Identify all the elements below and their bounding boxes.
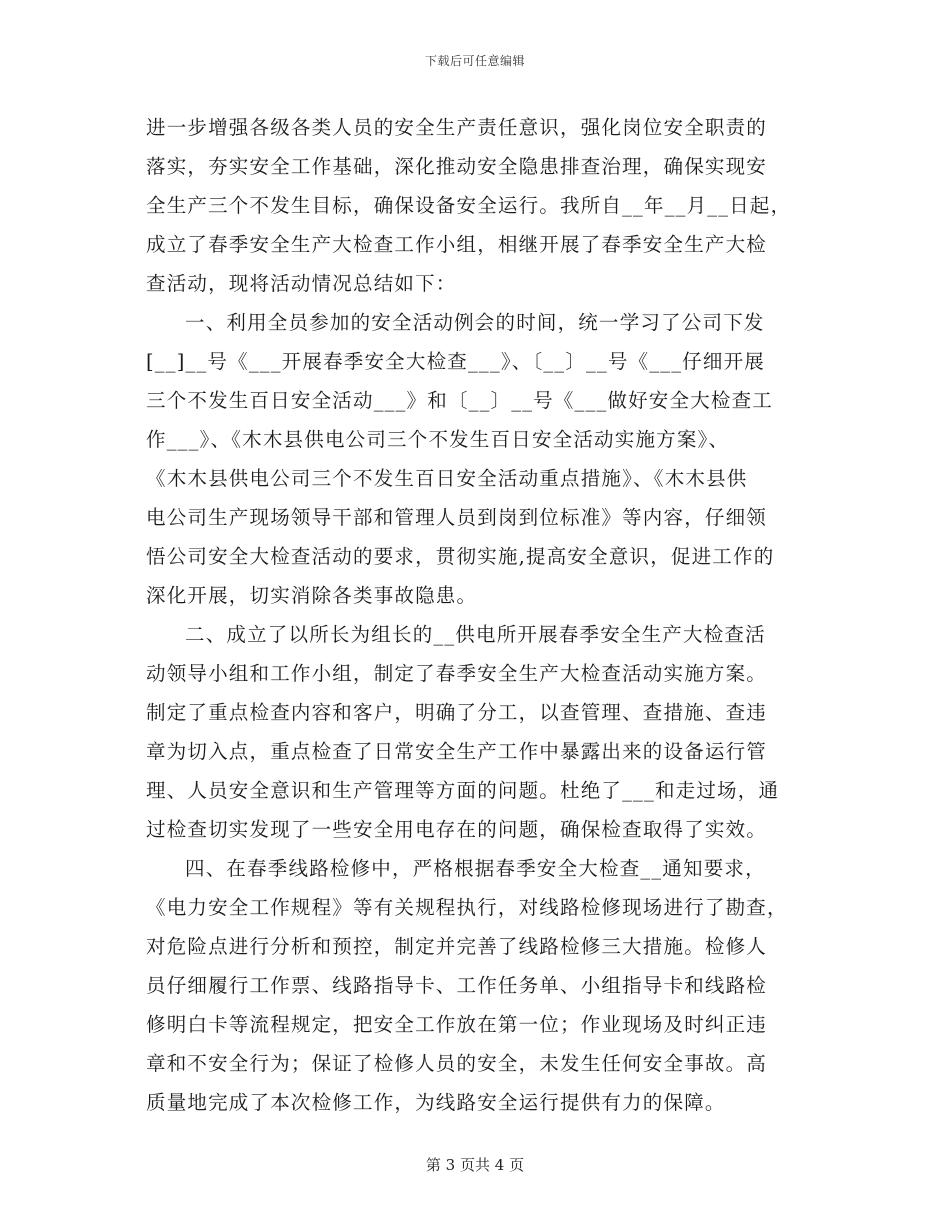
document-body (146, 108, 806, 1122)
text-line: 对危险点进行分析和预控，制定并完善了线路检修三大措施。检修人 (146, 935, 768, 958)
text-line: 章和不安全行为；保证了检修人员的安全，未发生任何安全事故。高 (146, 1052, 768, 1075)
text-line: 成立了春季安全生产大检查工作小组，相继开展了春季安全生产大检 (146, 233, 768, 256)
text-line: 四、在春季线路检修中，严格根据春季安全大检查__通知要求， (185, 857, 766, 880)
text-line: 电公司生产现场领导干部和管理人员到岗到位标准》等内容，仔细领 (146, 506, 768, 529)
text-line: 过检查切实发现了一些安全用电存在的问题，确保检查取得了实效。 (146, 818, 768, 841)
text-line: 一、利用全员参加的安全活动例会的时间，统一学习了公司下发 (185, 311, 765, 334)
text-line: 落实，夯实安全工作基础，深化推动安全隐患排查治理，确保实现安 (146, 155, 768, 178)
text-line: 章为切入点，重点检查了日常安全生产工作中暴露出来的设备运行管 (146, 740, 768, 763)
text-line: 动领导小组和工作小组，制定了春季安全生产大检查活动实施方案。 (146, 662, 768, 685)
text-line: 《木木县供电公司三个不发生百日安全活动重点措施》、《木木县供 (146, 467, 748, 490)
text-line: [__]__号《___开展春季安全大检查___》、〔__〕__号《___仔细开展 (146, 350, 765, 373)
text-line: 悟公司安全大检查活动的要求，贯彻实施,提高安全意识，促进工作的 (146, 545, 775, 568)
text-line: 查活动，现将活动情况总结如下： (146, 272, 457, 295)
text-line: 制定了重点检查内容和客户，明确了分工，以查管理、查措施、查违 (146, 701, 768, 724)
text-line: 进一步增强各级各类人员的安全生产责任意识，强化岗位安全职责的 (146, 116, 768, 139)
text-line: 全生产三个不发生目标，确保设备安全运行。我所自__年__月__日起， (146, 194, 792, 217)
text-line: 二、成立了以所长为组长的__供电所开展春季安全生产大检查活 (185, 623, 766, 646)
text-line: 理、人员安全意识和生产管理等方面的问题。杜绝了___和走过场，通 (146, 779, 780, 802)
text-line: 员仔细履行工作票、线路指导卡、工作任务单、小组指导卡和线路检 (146, 974, 768, 997)
page-footer: 第 3 页共 4 页 (425, 1156, 525, 1174)
text-line: 深化开展，切实消除各类事故隐患。 (146, 584, 478, 607)
page-header: 下载后可任意编辑 (424, 54, 525, 68)
text-line: 作___》、《木木县供电公司三个不发生百日安全活动实施方案》、 (146, 428, 730, 451)
text-line: 《电力安全工作规程》等有关规程执行，对线路检修现场进行了勘查， (146, 896, 788, 919)
text-line: 修明白卡等流程规定，把安全工作放在第一位；作业现场及时纠正违 (146, 1013, 768, 1036)
text-line: 三个不发生百日安全活动___》和〔__〕__号《___做好安全大检查工 (146, 389, 774, 412)
text-line: 质量地完成了本次检修工作，为线路安全运行提供有力的保障。 (146, 1091, 726, 1114)
